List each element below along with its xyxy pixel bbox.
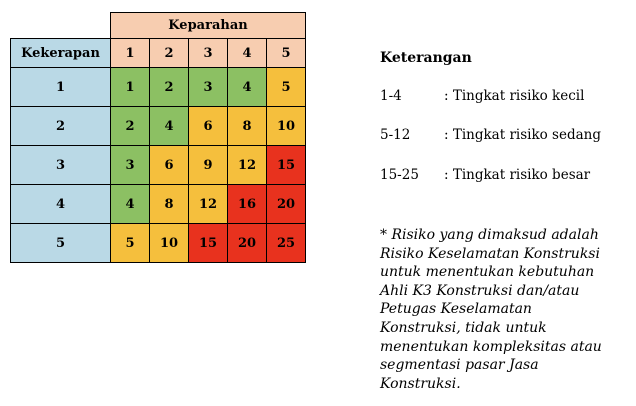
footnote-line: Risiko Keselamatan Konstruksi [380, 245, 600, 262]
footnote-line: Petugas Keselamatan [380, 301, 532, 318]
risk-cell: 4 [111, 185, 150, 224]
risk-cell: 8 [228, 107, 267, 146]
severity-level-4: 4 [228, 39, 267, 68]
severity-level-2: 2 [150, 39, 189, 68]
risk-cell: 10 [150, 224, 189, 263]
likelihood-level: 5 [11, 224, 111, 263]
risk-cell: 20 [228, 224, 267, 263]
likelihood-level: 3 [11, 146, 111, 185]
matrix-row [11, 68, 306, 107]
risk-cell: 10 [267, 107, 306, 146]
risk-cell: 25 [267, 224, 306, 263]
footnote-line: untuk menentukan kebutuhan [380, 264, 595, 281]
legend-description: : Tingkat risiko kecil [444, 88, 585, 104]
risk-cell: 12 [189, 185, 228, 224]
footnote-line: Konstruksi. [380, 375, 461, 392]
legend-description: : Tingkat risiko besar [444, 167, 591, 183]
risk-cell: 3 [111, 146, 150, 185]
legend-range: 1-4 [380, 88, 402, 104]
risk-cell: 5 [267, 68, 306, 107]
likelihood-level: 4 [11, 185, 111, 224]
matrix-row [11, 224, 306, 263]
matrix-corner-blank [11, 13, 111, 39]
likelihood-header: Kekerapan [11, 39, 111, 68]
risk-cell: 15 [189, 224, 228, 263]
footnote-line: menentukan kompleksitas atau [380, 338, 602, 355]
risk-cell: 9 [189, 146, 228, 185]
risk-matrix-table [10, 12, 306, 263]
footnote-line: Konstruksi, tidak untuk [380, 319, 547, 336]
legend-range: 15-25 [380, 167, 419, 183]
matrix-row [11, 185, 306, 224]
severity-header: Keparahan [111, 13, 306, 39]
risk-cell: 8 [150, 185, 189, 224]
risk-cell: 20 [267, 185, 306, 224]
risk-cell: 2 [111, 107, 150, 146]
footnote-line: segmentasi pasar Jasa [380, 357, 539, 374]
likelihood-level: 1 [11, 68, 111, 107]
risk-cell: 2 [150, 68, 189, 107]
legend-title: Keterangan [380, 50, 472, 66]
matrix-row [11, 146, 306, 185]
risk-cell: 16 [228, 185, 267, 224]
severity-level-5: 5 [267, 39, 306, 68]
risk-cell: 6 [189, 107, 228, 146]
likelihood-level: 2 [11, 107, 111, 146]
risk-cell: 4 [228, 68, 267, 107]
risk-cell: 3 [189, 68, 228, 107]
risk-cell: 1 [111, 68, 150, 107]
risk-cell: 4 [150, 107, 189, 146]
footnote-line: Ahli K3 Konstruksi dan/atau [380, 282, 580, 299]
legend-range: 5-12 [380, 127, 411, 143]
risk-cell: 12 [228, 146, 267, 185]
risk-cell: 5 [111, 224, 150, 263]
risk-cell: 15 [267, 146, 306, 185]
risk-cell: 6 [150, 146, 189, 185]
footnote [380, 226, 636, 393]
legend [380, 50, 636, 183]
severity-level-3: 3 [189, 39, 228, 68]
matrix-row [11, 107, 306, 146]
severity-level-1: 1 [111, 39, 150, 68]
legend-description: : Tingkat risiko sedang [444, 127, 602, 143]
footnote-line: * Risiko yang dimaksud adalah [380, 227, 599, 243]
